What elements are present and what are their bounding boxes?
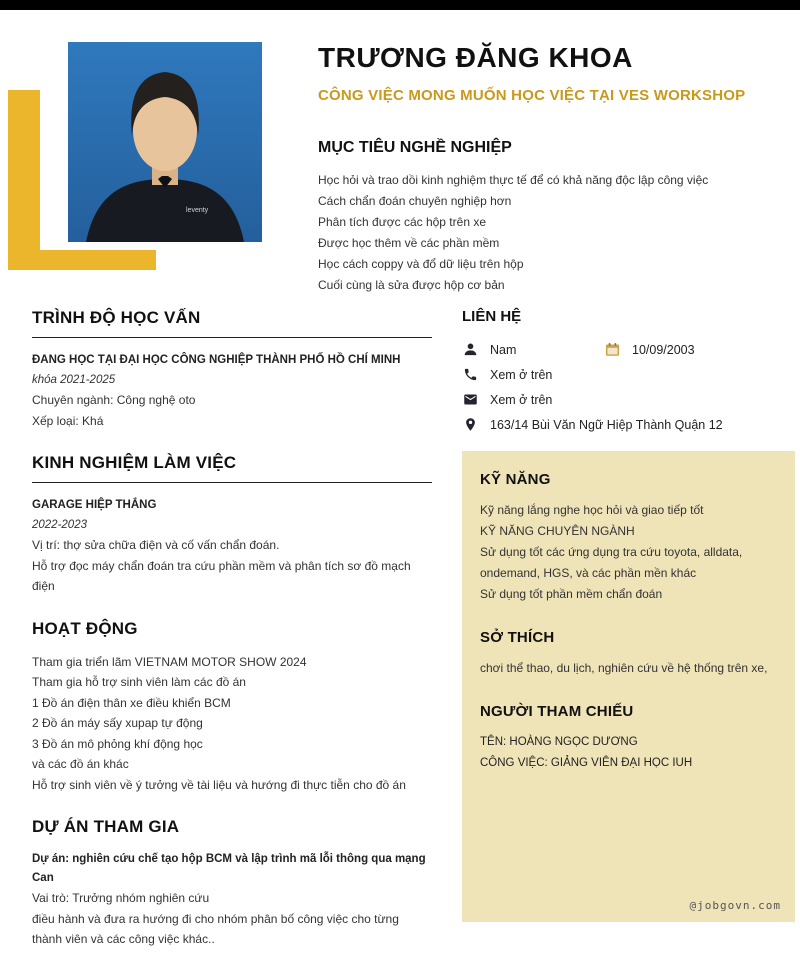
section-title-skills: KỸ NĂNG — [480, 471, 551, 488]
section-title-hobbies: SỞ THÍCH — [480, 629, 555, 646]
section-title-experience: KINH NGHIỆM LÀM VIỆC — [32, 453, 432, 483]
accent-bar-horizontal — [8, 250, 156, 270]
desired-job: CÔNG VIỆC MONG MUỐN HỌC VIỆC TẠI VES WORKSHOP — [318, 87, 746, 104]
section-experience — [32, 453, 432, 597]
skill-line: Sử dụng tốt các ứng dụng tra cứu toyota, alldata, ondemand, HGS, và các phần mền khác — [480, 545, 743, 580]
activity-line: 3 Đồ án mô phỏng khí động học — [32, 736, 203, 751]
education-rank: Xếp loại: Khá — [32, 413, 104, 428]
contact-dob: 10/09/2003 — [632, 342, 695, 357]
mail-icon — [462, 392, 478, 408]
activity-line: và các đồ án khác — [32, 757, 129, 771]
section-activities — [32, 619, 432, 796]
project-detail: điều hành và đưa ra hướng đi cho nhóm phân bố công việc cho từng thành viên và các công việc khác.. — [32, 911, 399, 946]
section-title-education: TRÌNH ĐỘ HỌC VẤN — [32, 308, 432, 338]
profile-photo — [68, 42, 262, 242]
reference-job: CÔNG VIỆC: GIẢNG VIÊN ĐẠI HỌC IUH — [480, 757, 693, 769]
contact-row-address — [462, 412, 795, 437]
section-contact — [462, 308, 795, 437]
side-panel — [462, 451, 795, 922]
project-name: Dự án: nghiên cứu chế tạo hộp BCM và lập trình mã lỗi thông qua mạng Can — [32, 853, 426, 884]
reference-name: TÊN: HOÀNG NGỌC DƯƠNG — [480, 736, 638, 748]
contact-address: 163/14 Bùi Văn Ngữ Hiệp Thành Quận 12 — [490, 417, 723, 432]
svg-text:leventy: leventy — [186, 207, 209, 214]
activity-line: 1 Đồ án điện thân xe điều khiển BCM — [32, 695, 231, 710]
experience-line: Vị trí: thợ sửa chữa điện và cố vấn chẩn đoán. — [32, 538, 280, 552]
header — [318, 42, 784, 296]
education-major: Chuyên ngành: Công nghệ oto — [32, 393, 196, 407]
activity-line: Tham gia hỗ trợ sinh viên làm các đồ án — [32, 675, 246, 689]
list-item: Phân tích được các hộp trên xe — [318, 215, 486, 229]
section-projects — [32, 817, 432, 950]
experience-company: GARAGE HIỆP THẮNG — [32, 499, 157, 511]
list-item: Học cách coppy và đổ dữ liệu trên hộp — [318, 257, 524, 271]
section-title-reference: NGƯỜI THAM CHIẾU — [480, 703, 634, 720]
section-education — [32, 308, 432, 431]
hobby-line: chơi thể thao, du lịch, nghiên cứu về hệ thống trên xe, — [480, 661, 768, 675]
objective-list — [318, 170, 784, 296]
section-title-contact: LIÊN HỆ — [462, 308, 522, 325]
list-item: Được học thêm về các phần mềm — [318, 236, 500, 250]
activity-line: 2 Đồ án máy sấy xupap tự động — [32, 716, 203, 730]
project-role: Vai trò: Trưởng nhóm nghiên cứu — [32, 891, 210, 905]
phone-icon — [462, 367, 478, 383]
section-title-activities: HOẠT ĐỘNG — [32, 618, 138, 638]
experience-line: Hỗ trợ đọc máy chẩn đoán tra cứu phần mềm và phân tích sơ đồ mạch điện — [32, 558, 411, 593]
contact-row-phone — [462, 362, 795, 387]
list-item: Cách chẩn đoán chuyên nghiệp hơn — [318, 194, 512, 208]
list-item: Học hỏi và trao dồi kinh nghiệm thực tế để có khả năng độc lập công việc — [318, 173, 709, 187]
contact-gender: Nam — [490, 342, 517, 357]
accent-bar-vertical — [8, 90, 40, 270]
activity-line: Tham gia triển lãm VIETNAM MOTOR SHOW 2024 — [32, 654, 307, 669]
portrait-illustration — [68, 42, 262, 242]
contact-email: Xem ở trên — [490, 392, 553, 407]
right-column — [462, 308, 795, 972]
main-content — [32, 308, 795, 972]
left-column — [32, 308, 432, 972]
skill-line: Kỹ năng lắng nghe học hỏi và giao tiếp tốt — [480, 503, 704, 517]
page-title: TRƯƠNG ĐĂNG KHOA — [318, 42, 633, 73]
skill-line: Sử dụng tốt phần mềm chẩn đoán — [480, 587, 663, 601]
activity-line: Hỗ trợ sinh viên về ý tưởng về tài liệu và hướng đi thực tiễn cho đồ án — [32, 777, 406, 792]
contact-phone: Xem ở trên — [490, 367, 553, 382]
experience-years: 2022-2023 — [32, 519, 87, 531]
contact-row-email — [462, 387, 795, 412]
education-school: ĐANG HỌC TẠI ĐẠI HỌC CÔNG NGHIỆP THÀNH PHỐ HỒ CHÍ MINH — [32, 354, 401, 366]
skill-line: KỸ NĂNG CHUYÊN NGÀNH — [480, 524, 635, 538]
location-pin-icon — [462, 417, 478, 433]
education-years: khóa 2021-2025 — [32, 374, 116, 386]
section-title-projects: DỰ ÁN THAM GIA — [32, 817, 180, 836]
calendar-icon — [604, 342, 620, 358]
watermark: @jobgovn.com — [689, 899, 781, 912]
top-bar — [0, 0, 800, 10]
person-icon — [462, 342, 478, 358]
list-item: Cuối cùng là sửa được hộp cơ bản — [318, 278, 505, 292]
contact-row-gender-dob — [462, 337, 795, 362]
section-title-objective: MỤC TIÊU NGHỀ NGHIỆP — [318, 139, 512, 156]
